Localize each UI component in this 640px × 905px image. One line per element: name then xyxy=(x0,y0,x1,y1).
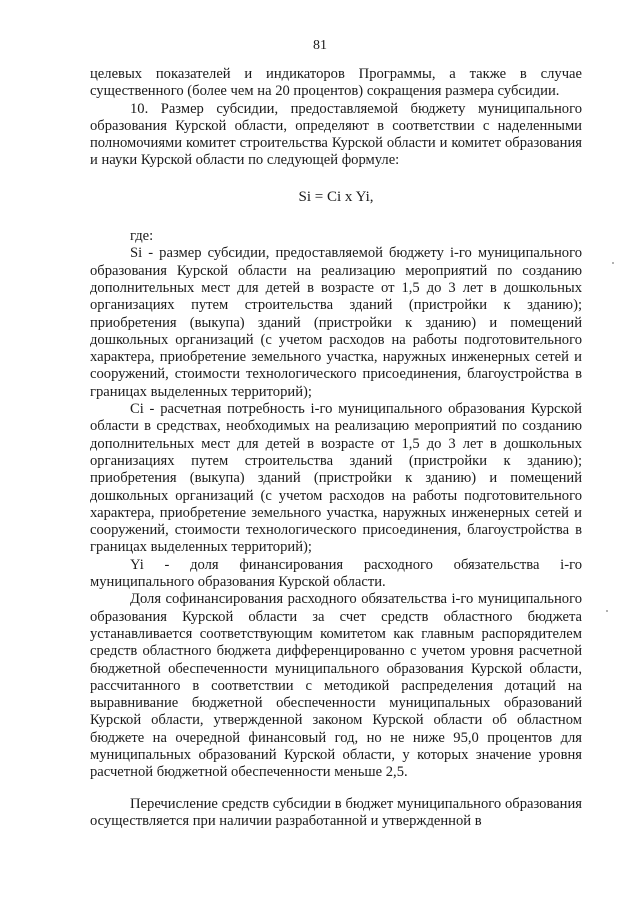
paragraph-item-10: 10. Размер субсидии, предоставляемой бюджету муниципального образования Курской области, определяют в соответствии с наделенными полномочиями комитет строительства Курской области и комитет образования и науки Курской области по следующей формуле: xyxy=(90,100,582,169)
formula-where-label: где: xyxy=(130,228,154,245)
definition-si: Si - размер субсидии, предоставляемой бюджету i-го муниципального образования Курской области на реализацию мероприятий по созданию дополнительных мест для детей в возрасте от 1,5 до 3 лет в дошкольных организациях путем строительства зданий (пристройки к зданию); приобретения (выкупа) зданий (пристройки к зданию) и помещений дошкольных организаций (с учетом расходов на работы подготовительного характера, приобретение земельного участка, наружных инженерных сетей и сооружений, стоимости технологического присоединения, благоустройства в границах выделенных территорий); xyxy=(90,245,582,400)
scan-speck xyxy=(606,610,608,612)
subsidy-formula: Si = Ci x Yi, xyxy=(298,188,374,205)
definition-ci: Ci - расчетная потребность i-го муниципального образования Курской области в средствах, необходимых на реализацию мероприятий по созданию дополнительных мест для детей в возрасте от 1,5 до 3 лет в дошкольных организациях путем строительства зданий (пристройки к зданию); приобретения (выкупа) зданий (пристройки к зданию) и помещений дошкольных организаций (с учетом расходов на работы подготовительного характера, приобретение земельного участка, наружных инженерных сетей и сооружений, стоимости технологического присоединения, благоустройства в границах выделенных территорий); xyxy=(90,401,582,556)
paragraph-continuation: целевых показателей и индикаторов Программы, а также в случае существенного (более чем на 20 процентов) сокращения размера субсидии. xyxy=(90,66,582,100)
paragraph-subsidy-transfer: Перечисление средств субсидии в бюджет муниципального образования осуществляется при наличии разработанной и утвержденной в xyxy=(90,795,582,829)
scan-speck xyxy=(612,262,614,264)
definition-yi: Yi - доля финансирования расходного обязательства i-го муниципального образования Курской области. xyxy=(90,556,582,591)
document-body xyxy=(90,66,582,830)
paragraph-cofinancing-share: Доля софинансирования расходного обязательства i-го муниципального образования Курской области за счет средств областного бюджета устанавливается соответствующим комитетом как главным распорядителем средств областного бюджета дифференцированно с учетом уровня расчетной бюджетной обеспеченности муниципального образования Курской области, рассчитанного в соответствии с методикой распределения дотаций на выравнивание бюджетной обеспеченности муниципальных образований Курской области, утвержденной законом Курской области об областном бюджете на очередной финансовый год, но не ниже 95,0 процентов для муниципальных образований Курской области, у которых значение уровня расчетной бюджетной обеспеченности меньше 2,5. xyxy=(90,591,582,781)
page-number: 81 xyxy=(313,38,327,53)
